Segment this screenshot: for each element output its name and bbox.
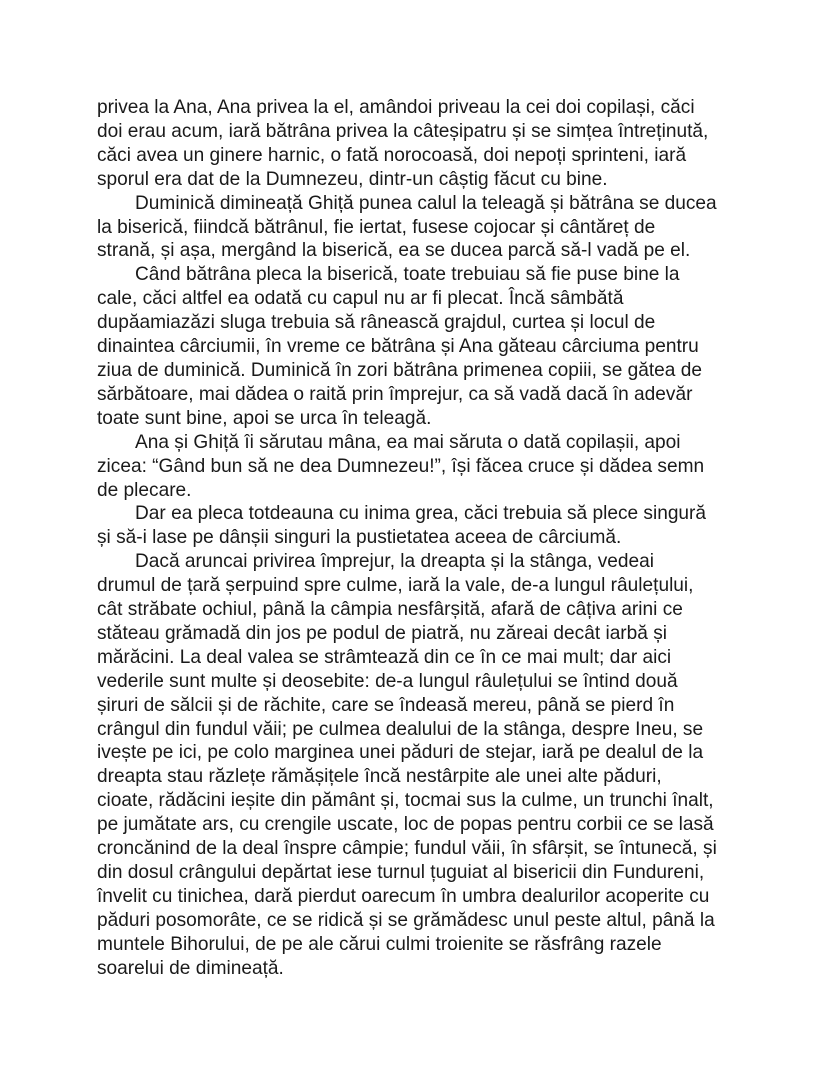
body-text: [97, 96, 737, 981]
paragraph-sunday-morning: Duminică dimineață Ghiță punea calul la teleagă și bătrâna se ducea la biserică, fiindcă bătrânul, fie iertat, fusese cojocar și cântăreț de strană, și așa, mergând la biserică, ea se ducea parcă să-l vadă pe el.: [97, 192, 717, 262]
paragraph-landscape: Dacă aruncai privirea împrejur, la dreapta și la stânga, vedeai drumul de țară șerpuind spre culme, iară la vale, de-a lungul râulețului, cât străbate ochiul, până la câmpia nesfârșită, afară de câțiva arini ce stăteau grămadă din jos pe podul de piatră, nu zăreai decât iarbă și mărăcini. La deal valea se strâmtează din ce în ce mai mult; dar aici vederile sunt multe și deosebite: de-a lungul râulețului se întind două șiruri de sălcii și de răchite, care se îndeasă mereu, până se pierd în crângul din fundul văii; pe culmea dealului de la stânga, despre Ineu, se ivește pe ici, pe colo marginea unei păduri de stejar, iară pe dealul de la dreapta stau răzlețe rămășițele încă nestârpite ale unei alte păduri, cioate, rădăcini ieșite din pământ și, tocmai sus la culme, un trunchi înalt, pe jumătate ars, cu crengile uscate, loc de popas pentru corbii ce se lasă croncănind de la deal înspre câmpie; fundul văii, în sfârșit, se întunecă, și din dosul crângului depărtat iese turnul țuguiat al bisericii din Fundureni, învelit cu tinichea, dară pierdut oarecum în umbra dealurilor acoperite cu păduri posomorâte, ce se ridică și se grămădesc unul peste altul, până la muntele Bihorului, de pe ale cărui culmi troienite se răsfrâng razele soarelui de dimineață.: [97, 551, 717, 979]
paragraph-heavy-heart: Dar ea pleca totdeauna cu inima grea, căci trebuia să plece singură și să-i lase pe dânșii singuri la pustietatea aceea de cârciumă.: [97, 503, 707, 549]
paragraph-farewell: Ana și Ghiță îi sărutau mâna, ea mai săruta o dată copilașii, apoi zicea: “Gând bun să ne dea Dumnezeu!”, își făcea cruce și dădea semn de plecare.: [97, 431, 705, 501]
paragraph-preparations: Când bătrâna pleca la biserică, toate trebuiau să fie puse bine la cale, căci altfel ea odată cu capul nu ar fi plecat. Încă sâmbătă dupăamiazăzi sluga trebuia să rânească grajdul, curtea și locul de dinaintea cârciumii, în vreme ce bătrâna și Ana găteau cârciuma pentru ziua de duminică. Duminică în zori bătrâna primenea copiii, se gătea de sărbătoare, mai dădea o raită prin împrejur, ca să vadă dacă în adevăr toate sunt bine, apoi se urca în teleagă.: [97, 264, 702, 429]
paragraph-continuation: privea la Ana, Ana privea la el, amândoi priveau la cei doi copilași, căci doi erau acum, iară bătrâna privea la câteșipatru și se simțea întreținută, căci avea un ginere harnic, o fată norocoasă, doi nepoți sprinteni, iară sporul era dat de la Dumnezeu, dintr-un câștig făcut cu bine.: [97, 97, 709, 190]
